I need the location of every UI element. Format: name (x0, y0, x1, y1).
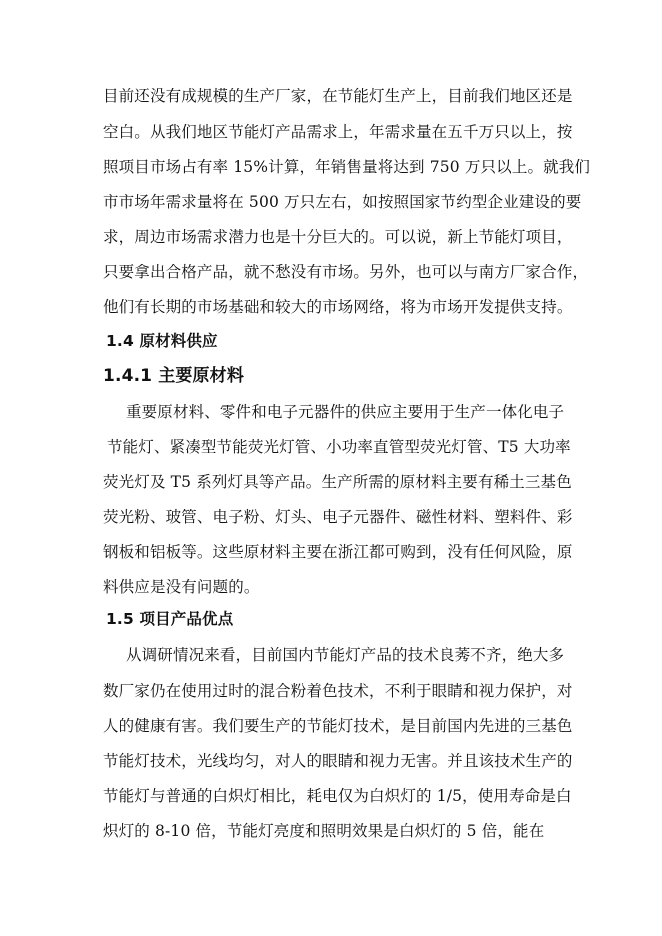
paragraph-3-line-3: 人的健康有害。我们要生产的节能灯技术，是目前国内先进的三基色 (103, 717, 573, 735)
paragraph-2-line-1: 重要原材料、零件和电子元器件的供应主要用于生产一体化电子 (126, 403, 565, 421)
paragraph-3-line-6: 炽灯的 8-10 倍，节能灯亮度和照明效果是白炽灯的 5 倍，能在 (103, 822, 545, 840)
paragraph-1-line-6: 只要拿出合格产品，就不愁没有市场。另外，也可以与南方厂家合作， (103, 263, 589, 281)
section-heading-1-4: 1.4 原材料供应 (106, 332, 218, 350)
paragraph-3-line-2: 数厂家仍在使用过时的混合粉着色技术，不利于眼睛和视力保护，对 (103, 682, 573, 700)
paragraph-3-line-1: 从调研情况来看，目前国内节能灯产品的技术良莠不齐，绝大多 (126, 646, 565, 664)
section-heading-1-5: 1.5 项目产品优点 (106, 610, 234, 628)
paragraph-1-line-3: 照项目市场占有率 15%计算，年销售量将达到 750 万只以上。就我们 (103, 158, 591, 176)
section-heading-1-4-1: 1.4.1 主要原材料 (103, 366, 244, 386)
paragraph-2-line-6: 料供应是没有问题的。 (103, 578, 260, 596)
paragraph-1-line-2: 空白。从我们地区节能灯产品需求上，年需求量在五千万只以上，按 (103, 123, 573, 141)
paragraph-3-line-5: 节能灯与普通的白炽灯相比，耗电仅为白炽灯的 1/5，使用寿命是白 (103, 787, 572, 805)
paragraph-3-line-4: 节能灯技术，光线均匀，对人的眼睛和视力无害。并且该技术生产的 (103, 752, 573, 770)
paragraph-2-line-5: 钢板和铝板等。这些原材料主要在浙江都可购到，没有任何风险，原 (103, 543, 573, 561)
paragraph-2-line-2: 节能灯、紧凑型节能荧光灯管、小功率直管型荧光灯管、T5 大功率 (107, 438, 571, 456)
paragraph-2-line-3: 荧光灯及 T5 系列灯具等产品。生产所需的原材料主要有稀土三基色 (103, 473, 572, 491)
paragraph-1-line-1: 目前还没有成规模的生产厂家，在节能灯生产上，目前我们地区还是 (103, 87, 573, 105)
paragraph-1-line-4: 市市场年需求量将在 500 万只左右，如按照国家节约型企业建设的要 (103, 193, 582, 211)
paragraph-1-line-7: 他们有长期的市场基础和较大的市场网络，将为市场开发提供支持。 (103, 298, 573, 316)
paragraph-1-line-5: 求，周边市场需求潜力也是十分巨大的。可以说，新上节能灯项目， (103, 228, 573, 246)
paragraph-2-line-4: 荧光粉、玻管、电子粉、灯头、电子元器件、磁性材料、塑料件、彩 (103, 508, 573, 526)
